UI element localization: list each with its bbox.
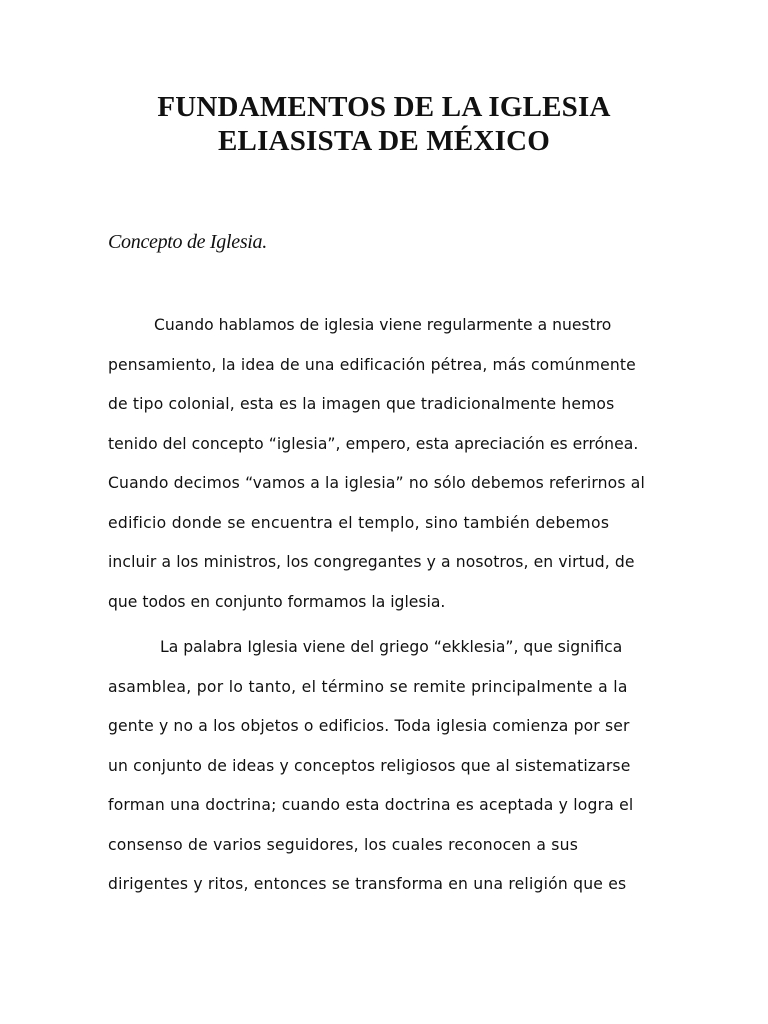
paragraph-line: edificio donde se encuentra el templo, sino también debemos xyxy=(108,513,610,532)
paragraph-line: pensamiento, la idea de una edificación pétrea, más comúnmente xyxy=(108,355,636,374)
title-line: ELIASISTA DE MÉXICO xyxy=(217,125,551,157)
paragraph-line: Cuando hablamos de iglesia viene regularmente a nuestro xyxy=(154,316,612,334)
paragraph-line: tenido del concepto “iglesia”, empero, esta apreciación es errónea. xyxy=(108,434,639,453)
title-line: FUNDAMENTOS DE LA IGLESIA xyxy=(157,91,611,123)
section-heading: Concepto de Iglesia. xyxy=(108,231,267,253)
paragraph-line: gente y no a los objetos o edificios. Toda iglesia comienza por ser xyxy=(108,717,630,735)
paragraph-line: de tipo colonial, esta es la imagen que tradicionalmente hemos xyxy=(108,395,615,413)
paragraph-line: que todos en conjunto formamos la iglesia. xyxy=(108,592,446,611)
paragraph-line: forman una doctrina; cuando esta doctrina es aceptada y logra el xyxy=(108,796,634,814)
document-title xyxy=(0,90,768,158)
paragraph-1 xyxy=(108,306,668,622)
paragraph-line: La palabra Iglesia viene del griego “ekklesia”, que significa xyxy=(160,638,623,656)
paragraph-line: consenso de varios seguidores, los cuales reconocen a sus xyxy=(108,835,579,854)
paragraph-line: Cuando decimos “vamos a la iglesia” no sólo debemos referirnos al xyxy=(108,474,645,492)
paragraph-line: asamblea, por lo tanto, el término se remite principalmente a la xyxy=(108,677,628,696)
paragraph-2 xyxy=(108,628,668,905)
paragraph-line: incluir a los ministros, los congregantes y a nosotros, en virtud, de xyxy=(108,553,635,571)
paragraph-line: dirigentes y ritos, entonces se transforma en una religión que es xyxy=(108,875,627,893)
paragraph-line: un conjunto de ideas y conceptos religiosos que al sistematizarse xyxy=(108,756,631,775)
